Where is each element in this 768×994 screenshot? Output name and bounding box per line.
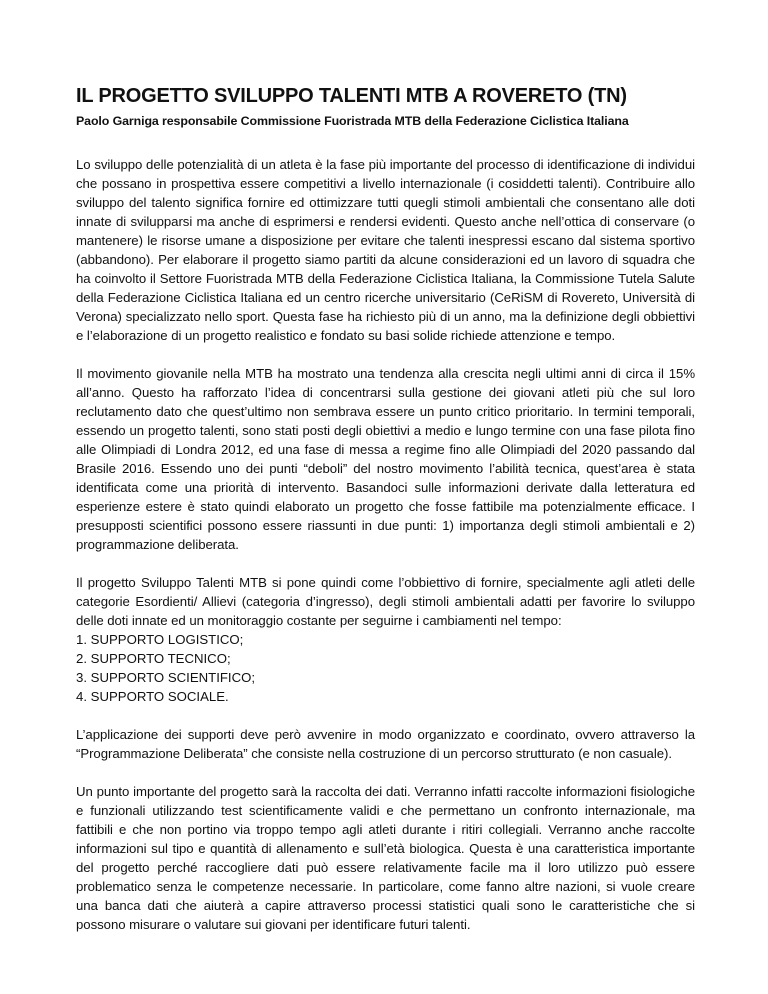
list-intro: Il progetto Sviluppo Talenti MTB si pone quindi come l’obbiettivo di fornire, specialmente agli atleti delle categorie Esordienti/ Allievi (categoria d’ingresso), degli stimoli ambientali adatti per favorire lo sviluppo delle doti innate ed un monitoraggio costante per seguirne i cambiamenti nel tempo: (76, 575, 695, 628)
paragraph: Il movimento giovanile nella MTB ha mostrato una tendenza alla crescita negli ultimi anni di circa il 15% all’anno. Questo ha rafforzato l’idea di concentrarsi sulla gestione dei giovani atleti più che sul loro reclutamento dato che quest’ultimo non sembrava essere un punto critico prioritario. In termini temporali, essendo un progetto talenti, sono stati posti degli obiettivi a medio e lungo termine con una fase pilota fino alle Olimpiadi di Londra 2012, ed una fase di messa a regime fino alle Olimpiadi del 2020 passando dal Brasile 2016. Essendo uno dei punti “deboli” del nostro movimento l’abilità tecnica, quest’area è stata identificata come una priorità di intervento. Basandoci sulle informazioni derivate dalla letteratura ed esperienze estere è stato quindi elaborato un progetto che fosse fattibile ma potenzialmente efficace. I presupposti scientifici possono essere riassunti in due punti: 1) importanza degli stimoli ambientali e 2) programmazione deliberata. (76, 366, 695, 552)
document-title: IL PROGETTO SVILUPPO TALENTI MTB A ROVERETO (TN) (76, 85, 627, 107)
paragraph: Lo sviluppo delle potenzialità di un atleta è la fase più importante del processo di identificazione di individui che possano in prospettiva essere competitivi a livello internazionale (i cosiddetti talenti). Contribuire allo sviluppo del talento significa fornire ed ottimizzare tutti quegli stimoli ambientali che consentano alle doti innate di svilupparsi ma anche di esprimersi e rendersi evidenti. Questo anche nell’ottica di conservare (o mantenere) le risorse umane a disposizione per evitare che talenti inespressi escano dal sistema sportivo (abbandono). Per elaborare il progetto siamo partiti da alcune considerazioni ed un lavoro di squadra che ha coinvolto il Settore Fuoristrada MTB della Federazione Ciclistica Italiana, la Commissione Tutela Salute della Federazione Ciclistica Italiana ed un centro ricerche universitario (CeRiSM di Rovereto, Università di Verona) specializzato nello sport. Questa fase ha richiesto più di un anno, ma la definizione degli obbiettivi e l’elaborazione di un progetto realistico e fondato su basi solide richiede attenzione e tempo. (76, 157, 695, 343)
list-item: 2. SUPPORTO TECNICO; (76, 651, 231, 666)
list-item: 1. SUPPORTO LOGISTICO; (76, 632, 244, 647)
document-body (76, 155, 695, 934)
list-item: 4. SUPPORTO SOCIALE. (76, 689, 229, 704)
paragraph: L’applicazione dei supporti deve però avvenire in modo organizzato e coordinato, ovvero attraverso la “Programmazione Deliberata” che consiste nella costruzione di un percorso strutturato (e non casuale). (76, 727, 695, 761)
document-subtitle: Paolo Garniga responsabile Commissione Fuoristrada MTB della Federazione Ciclistica Italiana (76, 114, 629, 128)
list-item: 3. SUPPORTO SCIENTIFICO; (76, 670, 256, 685)
support-list-block (76, 573, 695, 706)
support-list (76, 630, 695, 706)
paragraph: Un punto importante del progetto sarà la raccolta dei dati. Verranno infatti raccolte informazioni fisiologiche e funzionali utilizzando test scientificamente validi e che permettano un confronto internazionale, ma fattibili e che non portino via troppo tempo agli atleti durante i ritiri collegiali. Verranno anche raccolte informazioni sul tipo e quantità di allenamento e sull’età biologica. Questa è una caratteristica importante del progetto perché raccogliere dati può essere relativamente facile ma il loro utilizzo può essere problematico senza le competenze necessarie. In particolare, come fanno altre nazioni, si vuole creare una banca dati che aiuterà a capire attraverso processi statistici quali sono le caratteristiche che si possono misurare o valutare sui giovani per identificare futuri talenti. (76, 784, 695, 932)
